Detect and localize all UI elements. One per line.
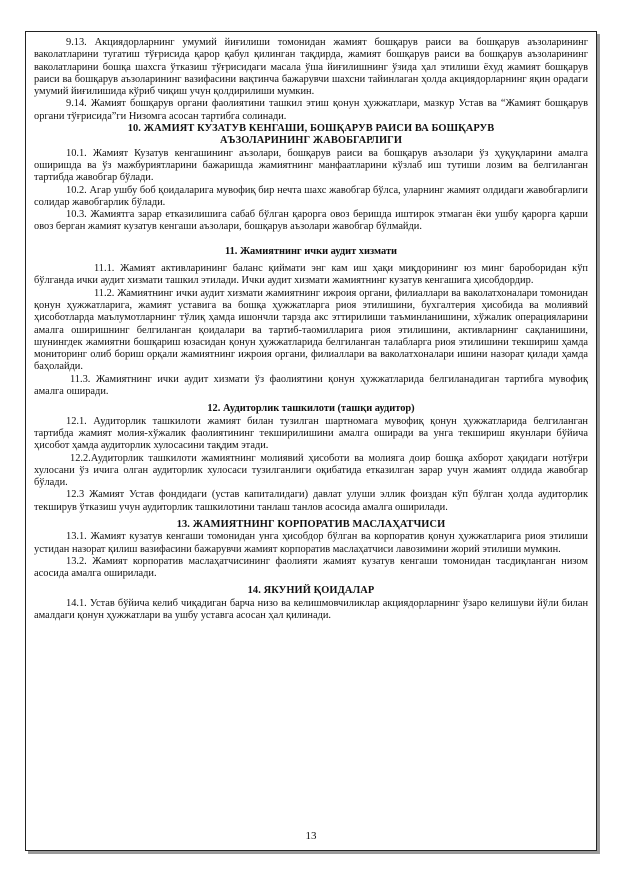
paragraph-10-1: 10.1. Жамият Кузатув кенгашининг аъзолари, бошқарув раиси ва бошқарув аъзолари ўз ҳуқуқларини амалга оширишда ва ўз мажбуриятларини бажаришда жамиятнинг манфаатларини кўзлаб иш тутиши лозим ва белгиланган тартибда жавобгар бўлади. bbox=[34, 147, 588, 184]
paragraph-11-2: 11.2. Жамиятнинг ички аудит хизмати жамиятнинг ижроия органи, филиаллари ва ваколатхоналари томонидан қонун ҳужжатларига, жамият уставига ва бошқа ҳужжатларга риоя этилишини, бухгалтерия ҳисобида ва молиявий ҳисоботларда маълумотларнинг тўлиқ ҳамда ишончли тарзда акс эттирилиши таъминланишини, хўжалик операцияларини амалга оширишнинг белгиланган қоидалари ва тартиб-таомилларига риоя этилишини, активларнинг сақланишини, шунингдек жамиятни бошқариш юзасидан қонун ҳужжатларида белгиланган талабларга риоя этилишини текшириш ҳамда мониторинг олиб бориш орқали жамиятнинг ижроия органи, филиаллари ва ваколатхоналари ишини назорат қилади ҳамда баҳолайди. bbox=[34, 287, 588, 373]
paragraph-13-1: 13.1. Жамият кузатув кенгаши томонидан унга ҳисобдор бўлган ва корпоратив қонун ҳужжатларига риоя этилиши устидан назорат қилиш вазифасини бажарувчи жамият корпоратив маслаҳатчиси лавозимини жорий этилиши мумкин. bbox=[34, 531, 588, 555]
page-content bbox=[34, 37, 588, 622]
paragraph-10-2: 10.2. Агар ушбу боб қоидаларига мувофиқ бир нечта шахс жавобгар бўлса, уларнинг жамият олдидаги жавобгарлиги солидар жавобгарлик бўлади. bbox=[34, 184, 588, 208]
paragraph-12-1: 12.1. Аудиторлик ташкилоти жамият билан тузилган шартномага мувофиқ қонун ҳужжатларида белгиланган тартибда жамият молия-хўжалик фаолиятининг текширилишини амалга оширади ва унга текшириш якунлари бўйича ҳисобот ҳамда аудиторлик хулосасини тақдим этади. bbox=[34, 415, 588, 452]
paragraph-9-13: 9.13. Акциядорларнинг умумий йиғилиши томонидан жамият бошқарув раиси ва бошқарув аъзоларининг ваколатларини тугатиш тўғрисида қарор қабул қилинган тақдирда, жамият бошқарув раиси ва бошқарув аъзоларининг ваколатларини бошқа шахсга ўтказиш тўғрисидаги масала ўша йиғилишнинг ўзида ҳал этилиши ёхуд жамият бошқарув раиси ва бошқарув аъзоларининг вазифасини вақтинча бажарувчи шахсни тайинлаган ҳолда акциядорларнинг яқин орадаги умумий йиғилишида кўриб чиқиш учун қолдирилиши мумкин. bbox=[34, 37, 588, 98]
section-10-heading-line-1: 10. ЖАМИЯТ КУЗАТУВ КЕНГАШИ, БОШҚАРУВ РАИСИ ВА БОШҚАРУВ bbox=[127, 123, 495, 135]
section-11-heading: 11. Жамиятнинг ички аудит хизмати bbox=[224, 245, 398, 257]
section-12-heading: 12. Аудиторлик ташкилоти (ташқи аудитор) bbox=[207, 403, 415, 415]
section-13-heading: 13. ЖАМИЯТНИНГ КОРПОРАТИВ МАСЛАҲАТЧИСИ bbox=[176, 518, 446, 530]
paragraph-13-2: 13.2. Жамият корпоратив маслаҳатчисининг фаолияти жамият кузатув кенгаши томонидан тасдиқланган низом асосида амалга оширилади. bbox=[34, 555, 588, 580]
paragraph-12-2: 12.2.Аудиторлик ташкилоти жамиятнинг молиявий ҳисоботи ва молияга доир бошқа ахборот ҳақидаги нотўғри хулосани ўз ичига олган аудиторлик хулосаси тузилганлиги оқибатида етказилган зарар учун жамият олдида жавобгар бўлади. bbox=[34, 452, 588, 489]
paragraph-14-1: 14.1. Устав бўйича келиб чиқадиган барча низо ва келишмовчиликлар акциядорларнинг ўзаро келишуви йўли билан амалдаги қонун ҳужжатлари ва ушбу уставга асосан ҳал қилинади. bbox=[34, 597, 588, 622]
paragraph-9-14: 9.14. Жамият бошқарув органи фаолиятини ташкил этиш қонун ҳужжатлари, мазкур Устав ва “Жамият бошқарув органи тўғрисида”ги Низомга асосан тартибга солинади. bbox=[34, 98, 588, 122]
paragraph-10-3: 10.3. Жамиятга зарар етказилишига сабаб бўлган қарорга овоз беришда иштирок этмаган ёки ушбу қарорга қарши овоз берган жамият кузатув кенгаши аъзолари, бошқарув аъзолари жавобгар бўлмайди. bbox=[34, 209, 588, 233]
spacer bbox=[34, 234, 588, 246]
page-number: 13 bbox=[305, 830, 317, 842]
paragraph-12-3: 12.3 Жамият Устав фондидаги (устав капиталидаги) давлат улуши эллик фоиздан кўп бўлган ҳолда аудиторлик текширув ўтказиш учун аудиторлик ташкилотини танлаш танлов асосида амалга оширилади. bbox=[34, 489, 588, 513]
document-page bbox=[25, 31, 597, 851]
section-10-heading-line-2: АЪЗОЛАРИНИНГ ЖАВОБГАРЛИГИ bbox=[219, 135, 403, 147]
section-14-heading: 14. ЯКУНИЙ ҚОИДАЛАР bbox=[247, 585, 375, 597]
paragraph-11-1: 11.1. Жамият активларининг баланс қиймати энг кам иш ҳақи миқдорининг юз минг бароборидан кўп бўлганда ички аудит хизмати ташкил этилади. Ички аудит хизмати жамиятнинг кузатув кенгашига ҳисобдордир. bbox=[34, 263, 588, 287]
paragraph-11-3: 11.3. Жамиятнинг ички аудит хизмати ўз фаолиятини қонун ҳужжатларида белгиланадиган тартибга мувофиқ амалга оширади. bbox=[34, 373, 588, 398]
